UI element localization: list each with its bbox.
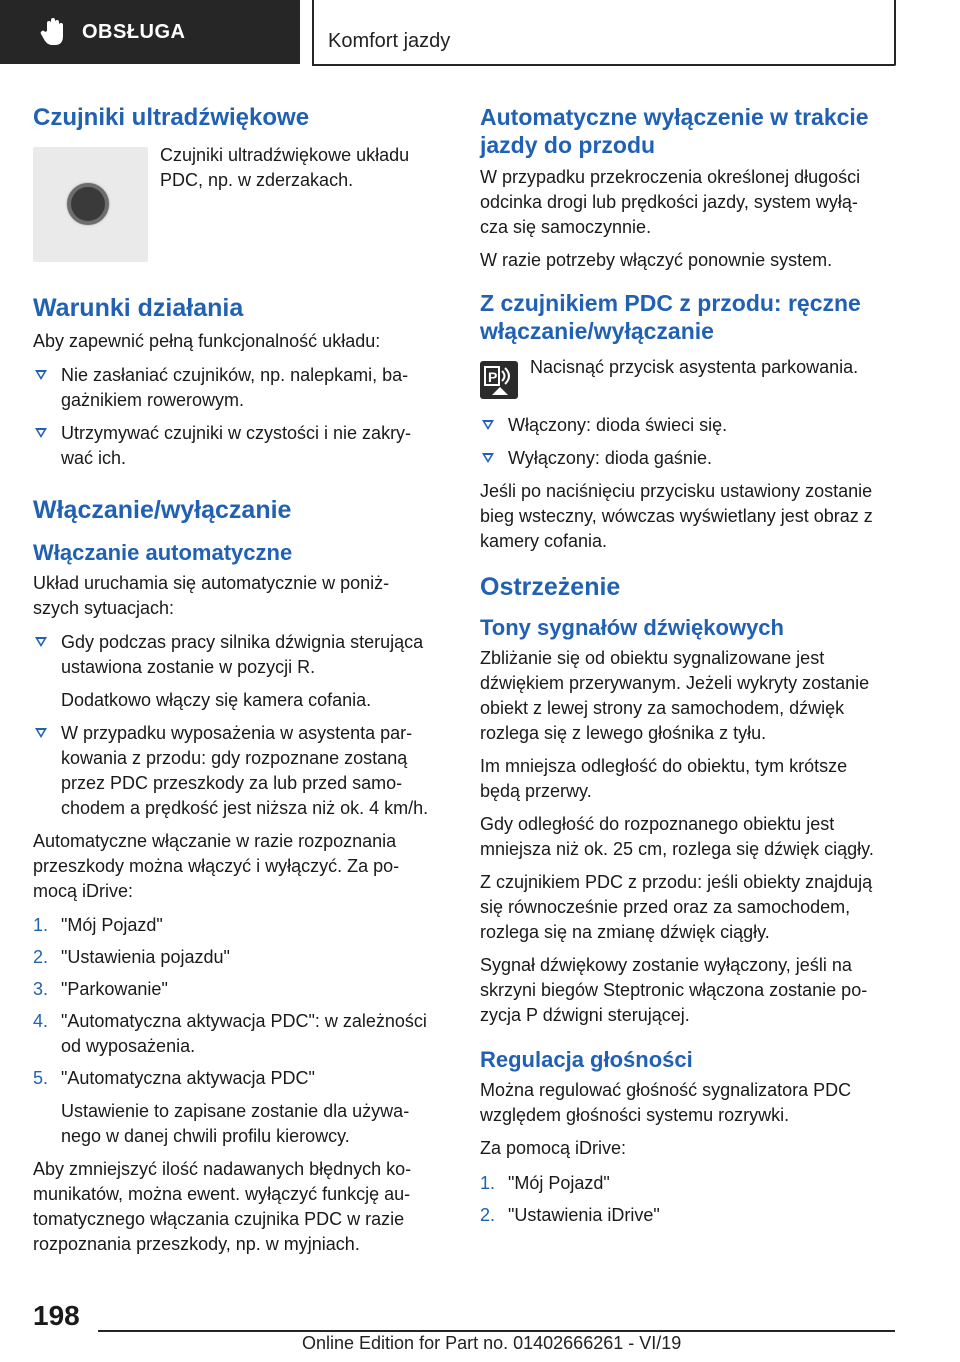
step-item xyxy=(33,1066,448,1149)
list-item-line: ustawiona zostanie w pozycji R. xyxy=(61,657,316,677)
step-item xyxy=(33,913,448,938)
tones-paragraph xyxy=(480,646,898,746)
svg-text:P: P xyxy=(488,369,498,385)
text-line: zycja P dźwigni sterującej. xyxy=(480,1005,690,1025)
list-item-line: Utrzymywać czujniki w czystości i nie zakry- xyxy=(61,423,412,443)
front-paragraph xyxy=(480,479,898,554)
list-item-line: Włączony: dioda świeci się. xyxy=(508,415,728,435)
step-number: 2. xyxy=(480,1205,496,1225)
list-item-line: W przypadku wyposażenia w asystenta par- xyxy=(61,723,413,743)
step-item xyxy=(33,977,448,1002)
text-line: Jeśli po naciśnięciu przycisku ustawiony zostanie xyxy=(480,481,873,501)
section-tab xyxy=(0,0,300,64)
list-item-line: Gdy podczas pracy silnika dźwignia sterująca xyxy=(61,632,424,652)
list-item-line: wać ich. xyxy=(61,448,127,468)
bullet-triangle-icon xyxy=(35,370,47,380)
text-line: Gdy odległość do rozpoznanego obiektu jest xyxy=(480,814,835,834)
step-text: "Parkowanie" xyxy=(61,979,168,999)
chapter-tab-label: Komfort jazdy xyxy=(328,30,451,52)
text-line: Im mniejsza odległość do obiektu, tym krótsze xyxy=(480,756,848,776)
step-text: "Ustawienia iDrive" xyxy=(508,1205,660,1225)
chapter-tab xyxy=(312,0,896,66)
list-item xyxy=(33,421,448,471)
text-line: skrzyni biegów Steptronic włączona zostanie po- xyxy=(480,980,868,1000)
step-item xyxy=(33,945,448,970)
step-note: Ustawienie to zapisane zostanie dla używa- xyxy=(61,1101,410,1121)
auto-off-paragraph xyxy=(480,165,898,240)
text-line: się równocześnie przed oraz za samochodem, xyxy=(480,897,851,917)
text-line: będą przerwy. xyxy=(480,781,592,801)
conditions-title: Warunki działania xyxy=(33,294,244,322)
pdc-button-instruction: Nacisnąć przycisk asystenta parkowania. xyxy=(530,357,859,377)
tones-paragraph xyxy=(480,870,898,945)
sensors-caption xyxy=(160,143,409,193)
warning-title: Ostrzeżenie xyxy=(480,573,621,601)
list-item xyxy=(33,630,448,713)
list-item-line: gażnikiem rowerowym. xyxy=(61,390,245,410)
text-line: munikatów, można ewent. wyłączyć funkcję au- xyxy=(33,1184,411,1204)
text-line: rozlega się na zmianę dźwięk ciągły. xyxy=(480,922,770,942)
step-item xyxy=(33,1009,448,1059)
step-text: "Automatyczna aktywacja PDC" xyxy=(61,1068,315,1088)
closing-paragraph xyxy=(33,1157,448,1257)
text-line: Zbliżanie się od obiektu sygnalizowane jest xyxy=(480,648,825,668)
step-note: nego w danej chwili profilu kierowcy. xyxy=(61,1126,350,1146)
step-number: 1. xyxy=(33,915,49,935)
bullet-triangle-icon xyxy=(35,637,47,647)
text-line: Można regulować głośność sygnalizatora PDC xyxy=(480,1080,852,1100)
page-header xyxy=(0,0,960,66)
text-line: względem głośności systemu rozrywki. xyxy=(480,1105,790,1125)
text-line: Z czujnikiem PDC z przodu: jeśli obiekty znajdują xyxy=(480,872,873,892)
title-line: Z czujnikiem PDC z przodu: ręczne xyxy=(480,290,861,316)
parking-assistant-button-icon xyxy=(480,361,518,399)
list-item xyxy=(33,363,448,413)
volume-title: Regulacja głośności xyxy=(480,1047,693,1072)
text-line: szych sytuacjach: xyxy=(33,598,175,618)
list-item-line: kowania z przodu: gdy rozpoznane zostaną xyxy=(61,748,408,768)
step-item xyxy=(480,1203,898,1228)
list-item xyxy=(480,413,898,438)
auto-intro xyxy=(33,571,448,621)
text-line: Sygnał dźwiękowy zostanie wyłączony, jeśli na xyxy=(480,955,852,975)
list-item-line: chodem a prędkość jest niższa niż ok. 4 km/h. xyxy=(61,798,429,818)
list-item-note: Dodatkowo włączy się kamera cofania. xyxy=(61,690,372,710)
tones-paragraph xyxy=(480,953,898,1028)
text-line: mocą iDrive: xyxy=(33,881,134,901)
title-line: włączanie/wyłączanie xyxy=(480,318,714,344)
step-number: 3. xyxy=(33,979,49,999)
text-line: rozlega się z lewego głośnika z tyłu. xyxy=(480,723,767,743)
bullet-triangle-icon xyxy=(35,728,47,738)
text-line: Automatyczne włączanie w razie rozpoznania xyxy=(33,831,397,851)
tones-title: Tony sygnałów dźwiękowych xyxy=(480,615,784,640)
auto-off-paragraph-2: W razie potrzeby włączyć ponownie system. xyxy=(480,250,833,270)
right-column xyxy=(480,100,898,1228)
auto-paragraph xyxy=(33,829,448,904)
text-line: obiekt z lewej strony za samochodem, dźwięk xyxy=(480,698,845,718)
bullet-triangle-icon xyxy=(482,420,494,430)
ultrasonic-sensor-image xyxy=(33,147,148,262)
auto-off-title xyxy=(480,103,898,159)
sensors-title: Czujniki ultradźwiękowe xyxy=(33,104,310,131)
volume-paragraph xyxy=(480,1078,898,1128)
step-text: od wyposażenia. xyxy=(61,1036,196,1056)
list-item-line: Wyłączony: dioda gaśnie. xyxy=(508,448,712,468)
text-line: odcinka drogi lub prędkości jazdy, system wyłą- xyxy=(480,192,858,212)
bullet-triangle-icon xyxy=(35,428,47,438)
step-text: "Mój Pojazd" xyxy=(61,915,163,935)
volume-paragraph-2: Za pomocą iDrive: xyxy=(480,1138,627,1158)
auto-title: Włączanie automatyczne xyxy=(33,540,293,565)
footer-edition: Online Edition for Part no. 01402666261 - VI/19 xyxy=(302,1333,682,1353)
hand-icon xyxy=(38,17,68,47)
text-line: tomatycznego włączania czujnika PDC w razie xyxy=(33,1209,405,1229)
text-line: mniejsza niż ok. 25 cm, rozlega się dźwięk ciągły. xyxy=(480,839,874,859)
front-title xyxy=(480,289,898,345)
list-item xyxy=(33,721,448,821)
onoff-section xyxy=(33,495,448,1257)
text-line: przeszkody można włączyć i wyłączyć. Za po- xyxy=(33,856,400,876)
step-number: 1. xyxy=(480,1173,496,1193)
list-item-line: przez PDC przeszkody za lub przed samo- xyxy=(61,773,403,793)
step-number: 2. xyxy=(33,947,49,967)
text-line: rozpoznania przeszkody, np. w myjniach. xyxy=(33,1234,360,1254)
step-text: "Mój Pojazd" xyxy=(508,1173,610,1193)
text-line: Układ uruchamia się automatycznie w poniż- xyxy=(33,573,390,593)
step-number: 4. xyxy=(33,1011,49,1031)
title-line: Automatyczne wyłączenie w trakcie xyxy=(480,104,869,130)
list-item xyxy=(480,446,898,471)
title-line: jazdy do przodu xyxy=(480,132,656,158)
text-line: W przypadku przekroczenia określonej długości xyxy=(480,167,861,187)
conditions-section xyxy=(33,293,448,471)
page-number: 198 xyxy=(33,1300,80,1331)
sensor-icon xyxy=(67,183,109,225)
text-line: dźwiękiem przerywanym. Jeżeli wykryty zostanie xyxy=(480,673,870,693)
conditions-intro: Aby zapewnić pełną funkcjonalność układu: xyxy=(33,331,381,351)
step-text: "Automatyczna aktywacja PDC": w zależności xyxy=(61,1011,427,1031)
onoff-title: Włączanie/wyłączanie xyxy=(33,496,292,524)
sensors-caption-line: Czujniki ultradźwiękowe układu xyxy=(160,145,410,165)
step-item xyxy=(480,1171,898,1196)
step-text: "Ustawienia pojazdu" xyxy=(61,947,230,967)
step-number: 5. xyxy=(33,1068,49,1088)
sensors-caption-line: PDC, np. w zderzakach. xyxy=(160,170,354,190)
text-line: cza się samoczynnie. xyxy=(480,217,652,237)
text-line: Aby zmniejszyć ilość nadawanych błędnych ko- xyxy=(33,1159,412,1179)
tones-paragraph xyxy=(480,754,898,804)
tones-paragraph xyxy=(480,812,898,862)
text-line: bieg wsteczny, wówczas wyświetlany jest obraz z xyxy=(480,506,873,526)
text-line: kamery cofania. xyxy=(480,531,608,551)
bullet-triangle-icon xyxy=(482,453,494,463)
footer-divider xyxy=(98,1330,895,1332)
section-tab-label: OBSŁUGA xyxy=(82,20,186,43)
pdc-button-row xyxy=(480,355,898,407)
list-item-line: Nie zasłaniać czujników, np. nalepkami, ba- xyxy=(61,365,409,385)
